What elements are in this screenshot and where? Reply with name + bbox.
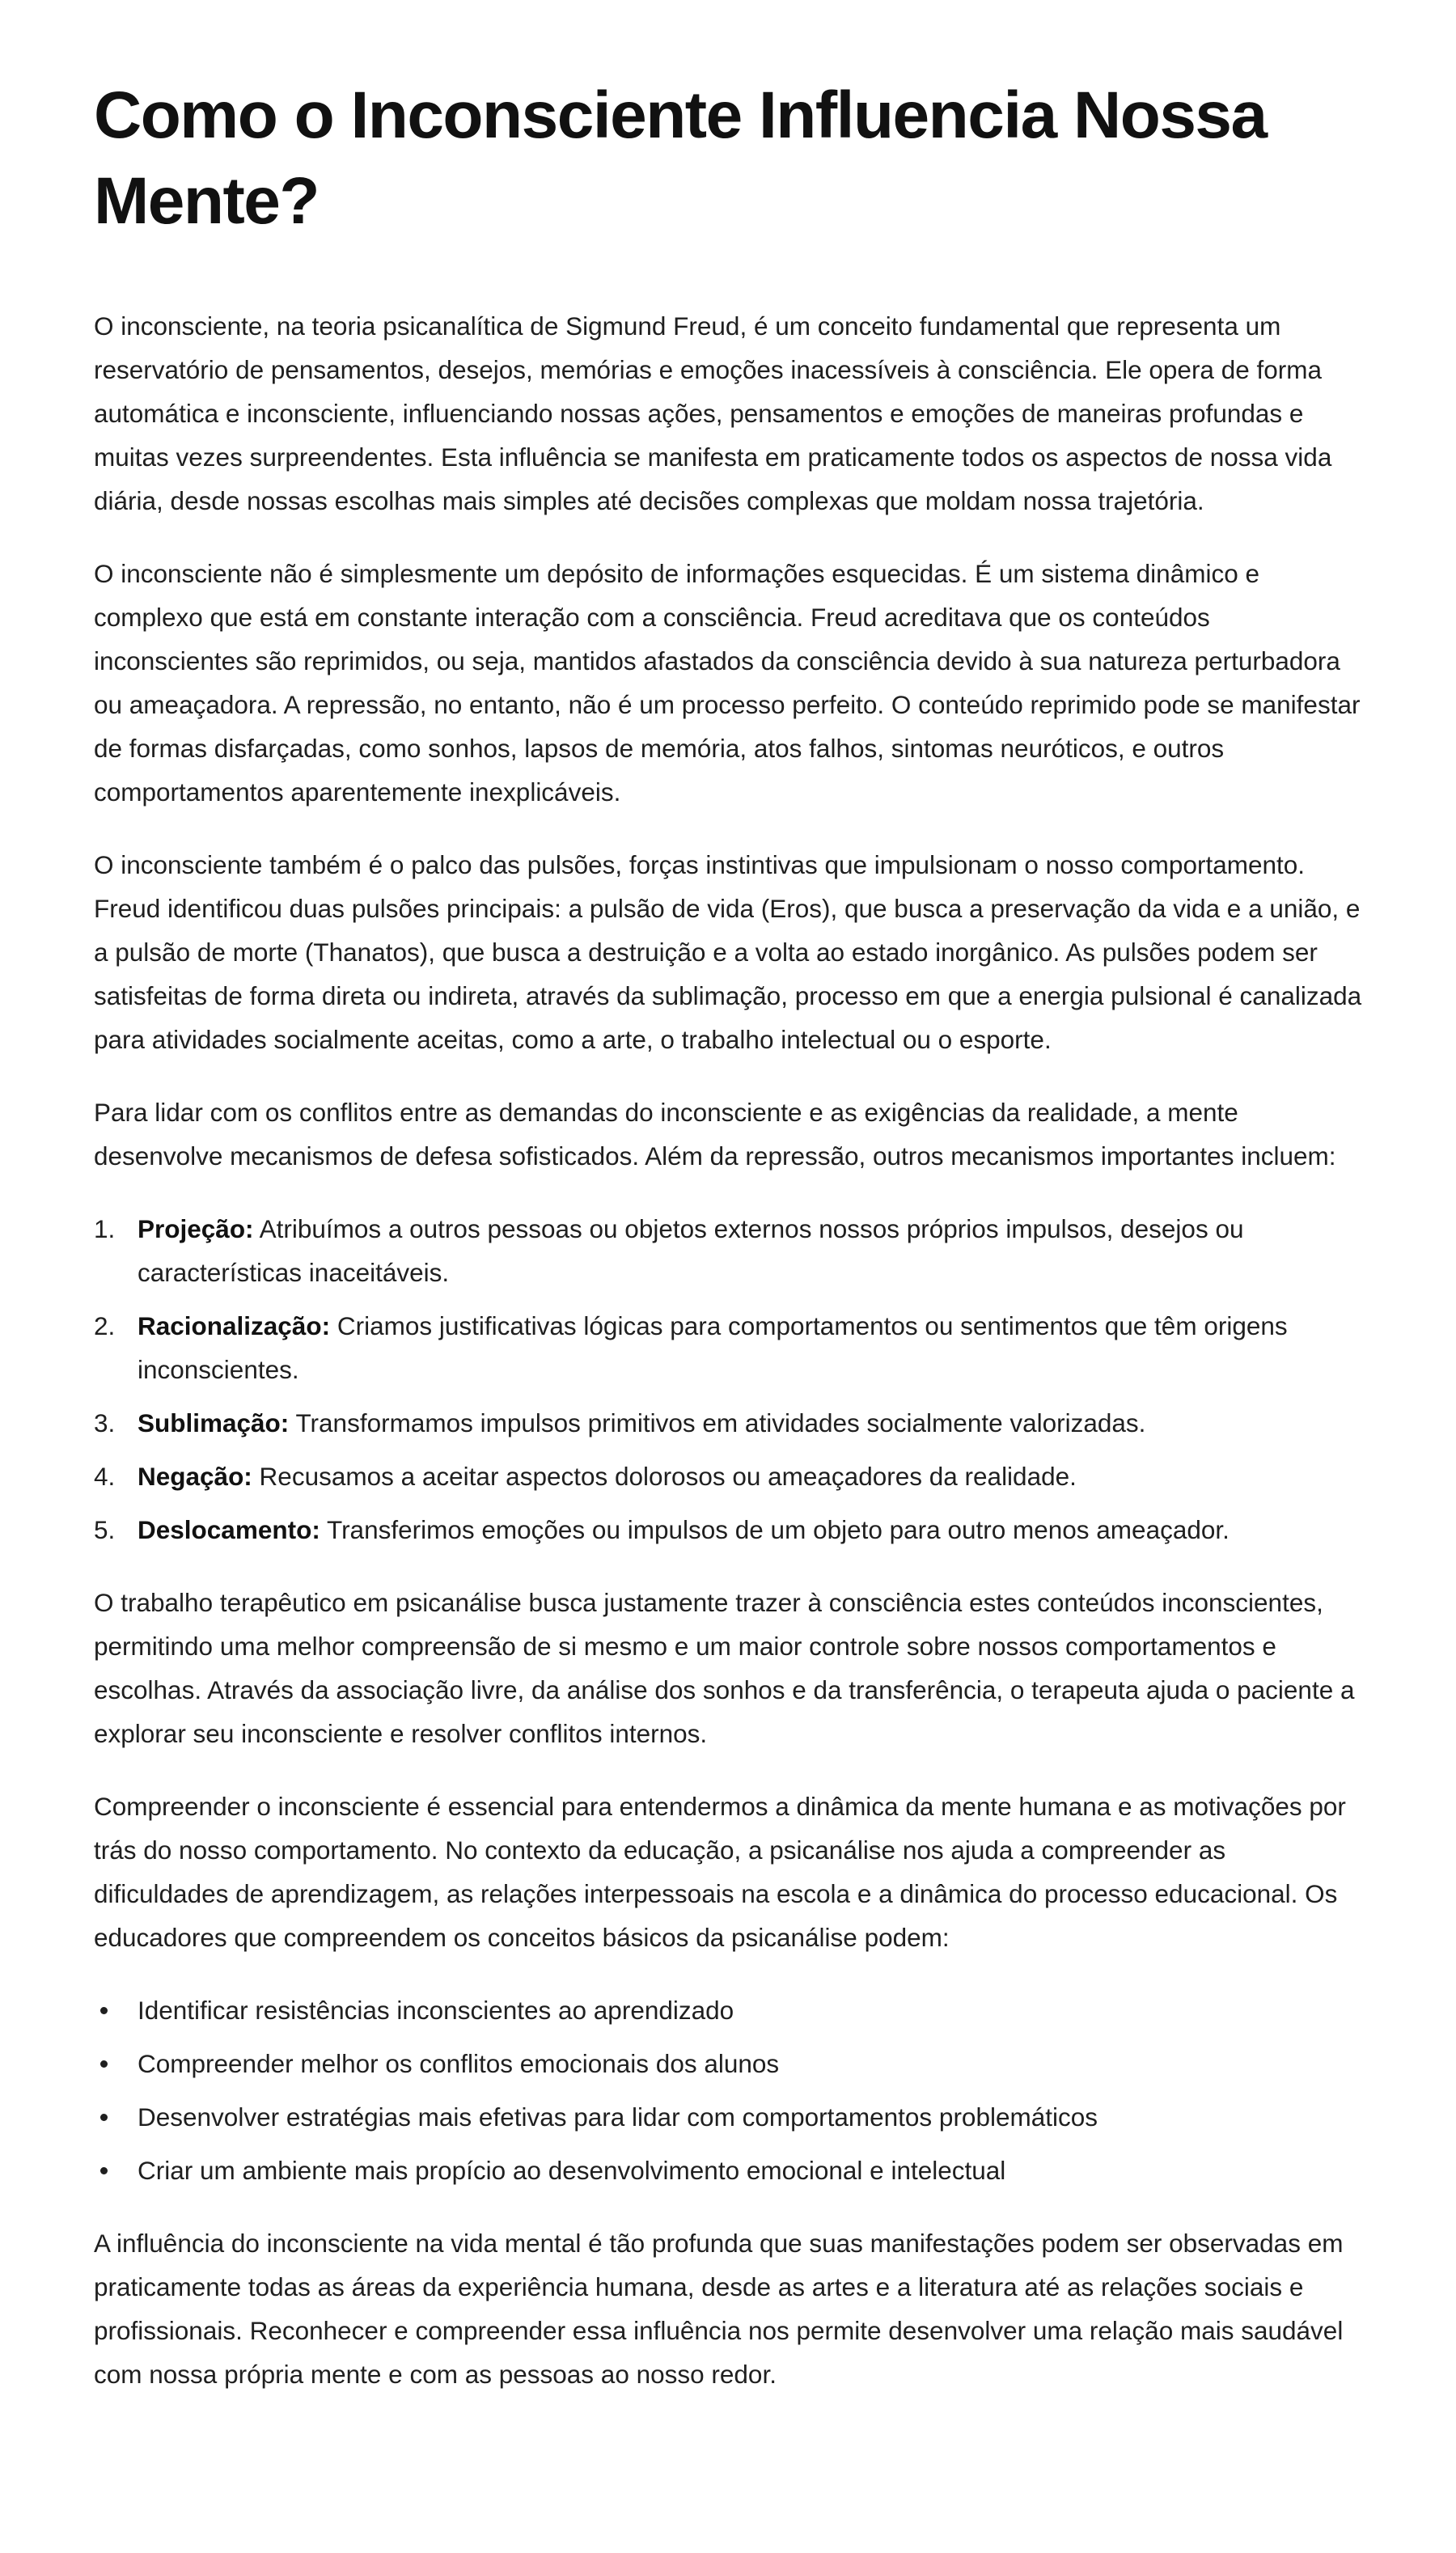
term-label: Negação: <box>138 1462 252 1491</box>
list-item <box>94 1207 1362 1294</box>
defense-mechanisms-list <box>94 1207 1362 1552</box>
term-label: Deslocamento: <box>138 1515 320 1544</box>
list-item <box>94 1988 1362 2032</box>
list-number: 2. <box>94 1311 116 1340</box>
bullet-icon <box>100 2114 108 2121</box>
term-description: Transformamos impulsos primitivos em atividades socialmente valorizadas. <box>289 1408 1146 1437</box>
list-item <box>94 1304 1362 1391</box>
list-item-text: Identificar resistências inconscientes ao aprendizado <box>138 1996 734 2025</box>
list-number: 4. <box>94 1462 116 1491</box>
list-item <box>94 2095 1362 2139</box>
bullet-icon <box>100 2060 108 2068</box>
term-description: Criamos justificativas lógicas para comportamentos ou sentimentos que têm origens inconscientes. <box>138 1311 1288 1384</box>
list-item-text: Desenvolver estratégias mais efetivas para lidar com comportamentos problemáticos <box>138 2102 1098 2132</box>
bullet-icon <box>100 2167 108 2174</box>
list-item <box>94 2042 1362 2085</box>
paragraph-defense-intro: Para lidar com os conflitos entre as demandas do inconsciente e as exigências da realidade, a mente desenvolve mecanismos de defesa sofisticados. Além da repressão, outros mecanismos importantes incluem: <box>94 1098 1336 1171</box>
bullet-icon <box>100 2007 108 2014</box>
list-item-text: Compreender melhor os conflitos emocionais dos alunos <box>138 2049 780 2078</box>
article-title: Como o Inconsciente Influencia Nossa Mente? <box>94 78 1267 238</box>
paragraph-drives: O inconsciente também é o palco das pulsões, forças instintivas que impulsionam o nosso comportamento. Freud identificou duas pulsões principais: a pulsão de vida (Eros), que busca a preservação da vida e a união, e a pulsão de morte (Thanatos), que busca a destruição e a volta ao estado inorgânico. As pulsões podem ser satisfeitas de forma direta ou indireta, através da sublimação, processo em que a energia pulsional é canalizada para atividades socialmente aceitas, como a arte, o trabalho intelectual ou o esporte. <box>94 850 1362 1054</box>
term-description: Transferimos emoções ou impulsos de um objeto para outro menos ameaçador. <box>320 1515 1230 1544</box>
paragraph-education: Compreender o inconsciente é essencial para entendermos a dinâmica da mente humana e as motivações por trás do nosso comportamento. No contexto da educação, a psicanálise nos ajuda a compreender as dificuldades de aprendizagem, as relações interpessoais na escola e a dinâmica do processo educacional. Os educadores que compreendem os conceitos básicos da psicanálise podem: <box>94 1792 1346 1952</box>
list-item <box>94 2149 1362 2192</box>
list-item-text: Criar um ambiente mais propício ao desenvolvimento emocional e intelectual <box>138 2156 1006 2185</box>
term-label: Projeção: <box>138 1214 254 1243</box>
list-number: 5. <box>94 1515 116 1544</box>
paragraph-therapy: O trabalho terapêutico em psicanálise busca justamente trazer à consciência estes conteúdos inconscientes, permitindo uma melhor compreensão de si mesmo e um maior controle sobre nossos comportamentos e escolhas. Através da associação livre, da análise dos sonhos e da transferência, o terapeuta ajuda o paciente a explorar seu inconsciente e resolver conflitos internos. <box>94 1588 1355 1748</box>
list-item <box>94 1401 1362 1445</box>
paragraph-intro: O inconsciente, na teoria psicanalítica de Sigmund Freud, é um conceito fundamental que representa um reservatório de pensamentos, desejos, memórias e emoções inacessíveis à consciência. Ele opera de forma automática e inconsciente, influenciando nossas ações, pensamentos e emoções de maneiras profundas e muitas vezes surpreendentes. Esta influência se manifesta em praticamente todos os aspectos de nossa vida diária, desde nossas escolhas mais simples até decisões complexas que moldam nossa trajetória. <box>94 311 1332 515</box>
term-description: Recusamos a aceitar aspectos dolorosos ou ameaçadores da realidade. <box>252 1462 1077 1491</box>
paragraph-dynamic-system: O inconsciente não é simplesmente um depósito de informações esquecidas. É um sistema dinâmico e complexo que está em constante interação com a consciência. Freud acreditava que os conteúdos inconscientes são reprimidos, ou seja, mantidos afastados da consciência devido à sua natureza perturbadora ou ameaçadora. A repressão, no entanto, não é um processo perfeito. O conteúdo reprimido pode se manifestar de formas disfarçadas, como sonhos, lapsos de memória, atos falhos, sintomas neuróticos, e outros comportamentos aparentemente inexplicáveis. <box>94 559 1361 807</box>
paragraph-conclusion: A influência do inconsciente na vida mental é tão profunda que suas manifestações podem ser observadas em praticamente todas as áreas da experiência humana, desde as artes e a literatura até as relações sociais e profissionais. Reconhecer e compreender essa influência nos permite desenvolver uma relação mais saudável com nossa própria mente e com as pessoas ao nosso redor. <box>94 2229 1344 2389</box>
list-item <box>94 1508 1362 1552</box>
term-label: Racionalização: <box>138 1311 331 1340</box>
educator-points-list <box>94 1988 1362 2192</box>
list-number: 3. <box>94 1408 116 1437</box>
term-description: Atribuímos a outros pessoas ou objetos externos nossos próprios impulsos, desejos ou características inaceitáveis. <box>138 1214 1244 1287</box>
list-item <box>94 1454 1362 1498</box>
term-label: Sublimação: <box>138 1408 290 1437</box>
list-number: 1. <box>94 1214 116 1243</box>
